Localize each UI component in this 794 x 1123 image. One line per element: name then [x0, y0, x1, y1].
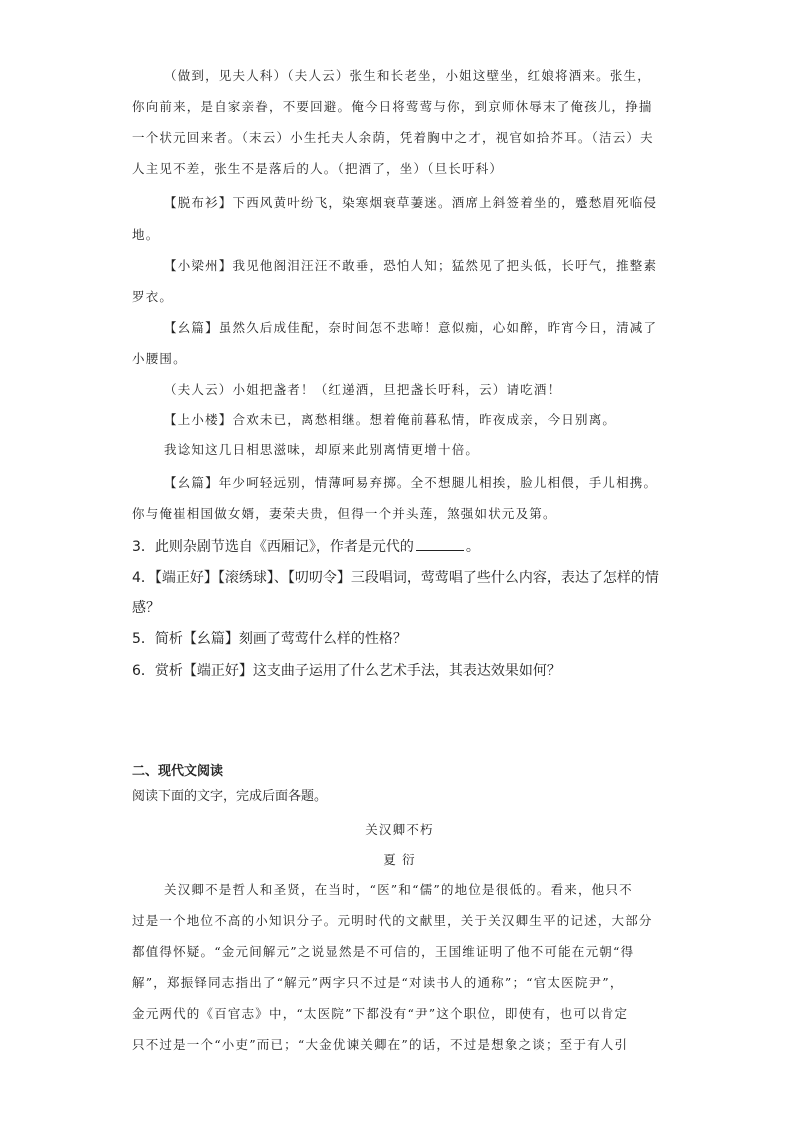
- article-line: 金元两代的《百官志》中，“太医院”下都没有“尹”这个职位，即使有，也可以肯定: [132, 1006, 629, 1021]
- article-line: 解”，郑振铎同志指出了“解元”两字只不过是“对读书人的通称”；“官太医院尹”，: [132, 975, 624, 990]
- passage-line: 【幺篇】年少呵轻远别，情薄呵易弃掷。全不想腿儿相挨，脸儿相偎，手儿相携。: [164, 475, 658, 490]
- passage-line: 小腰围。: [132, 351, 187, 366]
- section-heading: 二、现代文阅读: [132, 764, 224, 779]
- passage-line: 【小梁州】我见他阁泪汪汪不敢垂，恐怕人知；猛然见了把头低，长吁气，推整素: [164, 258, 658, 273]
- passage-line: 罗衣。: [132, 289, 174, 304]
- passage-line: （夫人云）小姐把盏者！（红递酒，旦把盏长吁科，云）请吃酒！: [164, 382, 562, 397]
- question-3-end: 。: [465, 539, 480, 555]
- passage-line: 你向前来，是自家亲眷，不要回避。俺今日将莺莺与你，到京师休辱末了俺孩儿，挣揣: [132, 99, 653, 114]
- article-author: 夏 衍: [383, 852, 416, 867]
- answer-blank: [416, 538, 464, 551]
- passage-line: 【幺篇】虽然久后成佳配，奈时间怎不悲啼！意似痴，心如醉，昨宵今日，清减了: [164, 320, 658, 335]
- article-line: 只不过是一个“小吏”而已；“大金优谏关卿在”的话，不过是想象之谈；至于有人引: [132, 1037, 629, 1052]
- question-3-text: 3．此则杂剧节选自《西厢记》，作者是元代的: [132, 539, 414, 555]
- passage-line: 一个状元回来者。（末云）小生托夫人余荫，凭着胸中之才，视官如拾芥耳。（洁云）夫: [132, 130, 654, 145]
- question-6: 6．赏析【端正好】这支曲子运用了什么艺术手法，其表达效果如何？: [132, 663, 561, 679]
- passage-line: 【脱布衫】下西风黄叶纷飞，染寒烟衰草萋迷。酒席上斜签着坐的，蹙愁眉死临侵: [164, 195, 658, 210]
- question-3: [132, 536, 480, 556]
- section-instruction: 阅读下面的文字，完成后面各题。: [132, 789, 328, 804]
- article-line: 都值得怀疑。“金元间解元”之说显然是不可信的，王国维证明了他不可能在元朝“得: [132, 944, 635, 959]
- question-5: 5．简析【幺篇】刻画了莺莺什么样的性格？: [132, 631, 407, 647]
- question-4: 4．【端正好】【滚绣球】、【叨叨令】三段唱词，莺莺唱了些什么内容，表达了怎样的情: [132, 570, 659, 586]
- passage-line: 地。: [132, 227, 160, 242]
- question-4-cont: 感？: [132, 600, 160, 616]
- passage-line: 我谂知这几日相思滋味，却原来此别离情更增十倍。: [164, 442, 480, 457]
- article-line: 过是一个地位不高的小知识分子。元明时代的文献里，关于关汉卿生平的记述，大部分: [132, 913, 653, 928]
- passage-line: （做到，见夫人科）（夫人云）张生和长老坐，小姐这壁坐，红娘将酒来。张生，: [164, 68, 651, 83]
- article-line: 关汉卿不是哲人和圣贤，在当时，“医”和“儒”的地位是很低的。看来，他只不: [164, 882, 633, 897]
- passage-line: 【上小楼】合欢未已，离愁相继。想着俺前暮私情，昨夜成亲，今日别离。: [164, 412, 617, 427]
- passage-line: 你与俺崔相国做女婿，妻荣夫贵，但得一个并头莲，煞强如状元及第。: [132, 506, 557, 521]
- passage-line: 人主见不差，张生不是落后的人。（把酒了，坐）（旦长吁科）: [132, 161, 504, 176]
- article-title: 关汉卿不朽: [365, 822, 434, 837]
